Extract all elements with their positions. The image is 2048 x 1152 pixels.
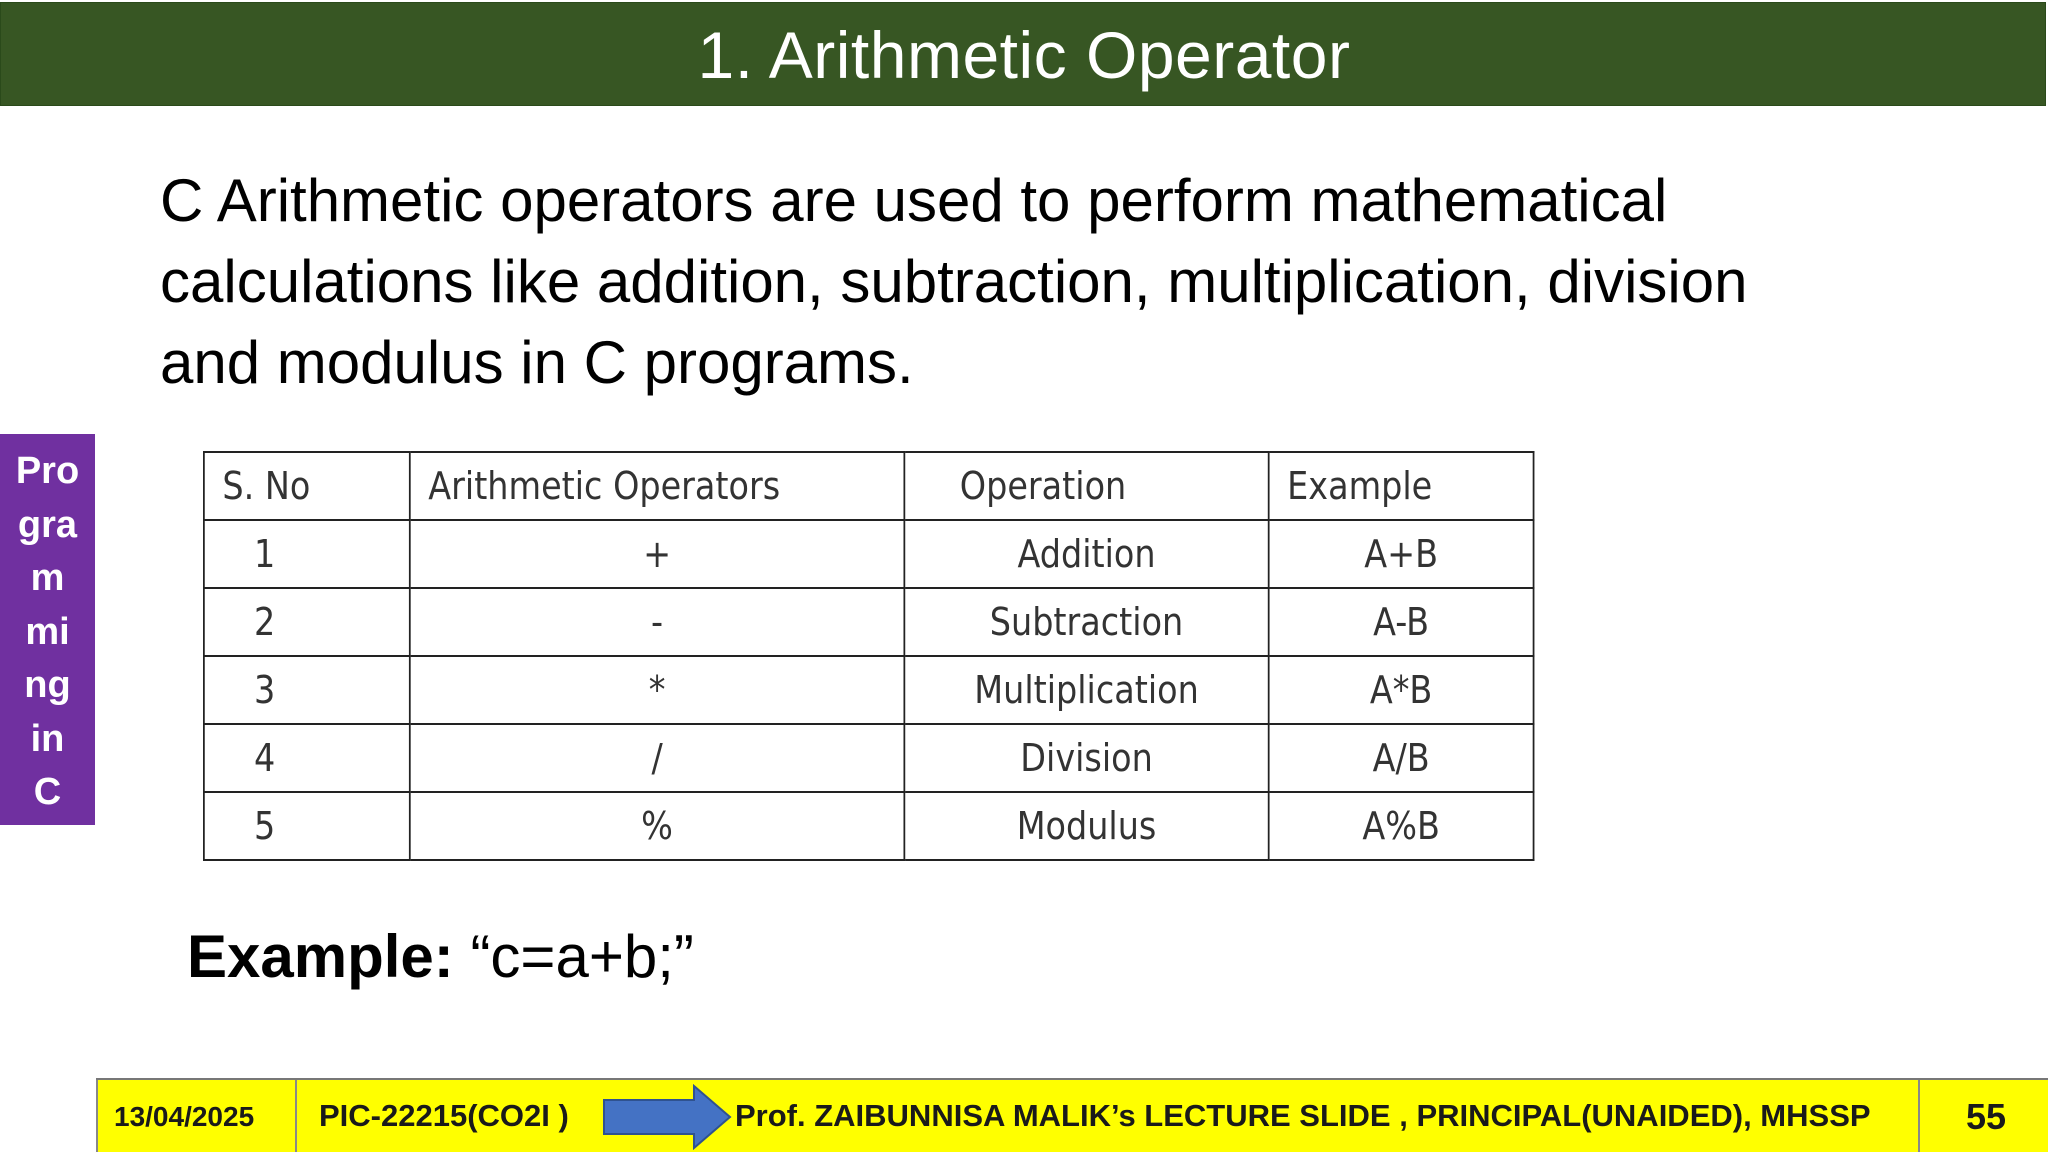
cell-operation: Division	[904, 724, 1268, 792]
cell-example: A%B	[1269, 792, 1534, 860]
paragraph-line: and modulus in C programs.	[160, 329, 914, 396]
example-label: Example:	[187, 923, 454, 990]
side-label-line: ng	[24, 664, 71, 706]
example-line	[187, 922, 694, 991]
cell-operation: Modulus	[904, 792, 1268, 860]
footer-info	[295, 1080, 2015, 1152]
side-label-line: mi	[25, 610, 70, 653]
table-row	[204, 520, 1534, 588]
footer-page-number: 55	[1918, 1080, 2048, 1152]
description-paragraph	[160, 160, 1960, 403]
cell-operator: +	[410, 520, 905, 588]
cell-example: A/B	[1269, 724, 1534, 792]
cell-example: A-B	[1269, 588, 1534, 656]
cell-example: A*B	[1269, 656, 1534, 724]
cell-operator: *	[410, 656, 905, 724]
header-sno: S. No	[204, 452, 410, 520]
header-operation: Operation	[904, 452, 1268, 520]
side-label-line: Pro	[15, 450, 80, 492]
example-code: “c=a+b;”	[470, 923, 694, 990]
footer-bar	[96, 1078, 2048, 1152]
paragraph-line: calculations like addition, subtraction, multiplication, division	[160, 248, 1748, 315]
cell-operation: Subtraction	[904, 588, 1268, 656]
side-label-line: m	[30, 557, 65, 599]
arithmetic-operators-table	[203, 451, 1534, 861]
table-row	[204, 792, 1534, 860]
table-row	[204, 588, 1534, 656]
paragraph-line: C Arithmetic operators are used to perform mathematical	[160, 167, 1668, 234]
footer-date: 13/04/2025	[96, 1080, 295, 1152]
table-header-row	[204, 452, 1534, 520]
cell-operator: /	[410, 724, 905, 792]
slide-title-container	[1, 3, 2047, 107]
footer-presenter: Prof. ZAIBUNNISA MALIK’s LECTURE SLIDE , PRINCIPAL(UNAIDED), MHSSP	[735, 1098, 1871, 1133]
cell-sno: 3	[204, 656, 410, 724]
cell-sno: 1	[204, 520, 410, 588]
table-row	[204, 724, 1534, 792]
cell-operation: Multiplication	[904, 656, 1268, 724]
right-arrow-icon	[602, 1084, 732, 1150]
side-label-line: gra	[17, 503, 78, 546]
cell-sno: 4	[204, 724, 410, 792]
cell-sno: 5	[204, 792, 410, 860]
side-label-line: C	[33, 771, 62, 813]
slide-title: 1. Arithmetic Operator	[697, 18, 1351, 92]
side-label-programming-in-c	[0, 434, 95, 825]
header-arithmetic-operators: Arithmetic Operators	[410, 452, 905, 520]
table-row	[204, 656, 1534, 724]
cell-operation: Addition	[904, 520, 1268, 588]
side-label-line: in	[30, 717, 65, 760]
cell-operator: %	[410, 792, 905, 860]
footer-course-code: PIC-22215(CO2I )	[319, 1098, 569, 1133]
cell-operator: -	[410, 588, 905, 656]
header-example: Example	[1269, 452, 1534, 520]
cell-example: A+B	[1269, 520, 1534, 588]
cell-sno: 2	[204, 588, 410, 656]
title-bar	[0, 2, 2046, 106]
